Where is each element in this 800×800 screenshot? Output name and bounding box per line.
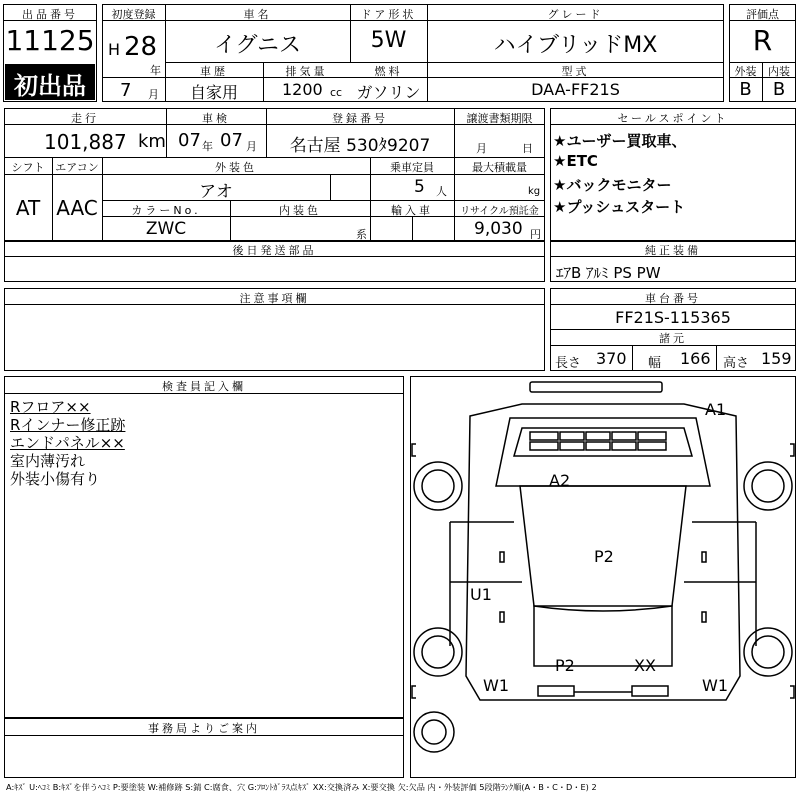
notes-label: 注意事項欄 [239, 292, 310, 305]
mark-u1: U1 [470, 585, 492, 604]
car-name-label: 車名 [243, 8, 272, 21]
import-label: 輸入車 [391, 204, 433, 217]
recycle-fee: 9,030 [474, 219, 523, 239]
inspector-label: 検査員記入欄 [162, 380, 246, 393]
shift: AT [15, 196, 41, 220]
height: 159 [761, 349, 792, 368]
fuel-label: 燃料 [374, 65, 403, 78]
mark-w1-right: W1 [702, 676, 728, 695]
score-label: 評価点 [746, 8, 779, 21]
lot-number: 11125 [5, 24, 95, 57]
mark-a2: A2 [549, 471, 571, 490]
inspector-note-5: 外装小傷有り [10, 470, 101, 488]
width-label: 幅 [648, 356, 662, 371]
capacity: 5 [414, 177, 425, 197]
mark-xx: XX [634, 656, 656, 675]
inspection-label: 車検 [202, 112, 230, 125]
first-reg-year: 28 [124, 32, 158, 62]
history: 自家用 [189, 83, 238, 102]
fuel: ガソリン [356, 83, 421, 102]
history-label: 車歴 [200, 65, 228, 78]
load-label: 最大積載量 [472, 161, 527, 174]
inspector-note-4: 室内薄汚れ [10, 452, 86, 470]
model-code-label: 型式 [561, 65, 590, 78]
aircon: AAC [56, 196, 98, 220]
mileage-label: 走行 [71, 112, 99, 125]
lot-number-label: 出品番号 [22, 8, 78, 21]
legend: A:ｷｽﾞ U:ﾍｺﾐ B:ｷｽﾞを伴うﾍｺﾐ P:要塗装 W:補修跡 S:錆 C:腐食、穴 G:ﾌﾛﾝﾄｶﾞﾗｽ点ｷｽﾞ XX:交換済み X:要交換 欠:欠品 内・外装評価 5段階ﾗﾝｸ順(A・B・C・D・E) 2 [6, 782, 597, 792]
first-reg-label: 初度登録 [111, 8, 156, 21]
recycle-label: リサイクル預託金 [460, 206, 539, 217]
displacement-unit: cc [330, 86, 343, 99]
mark-p2-center: P2 [594, 547, 614, 566]
reg-number-label: 登録番号 [332, 112, 388, 125]
load-unit: kg [528, 186, 541, 197]
chassis-number: FF21S-115365 [615, 308, 731, 327]
color-label: 外装色 [215, 161, 257, 174]
door-type-label: ドア形状 [360, 8, 417, 21]
mark-w1-left: W1 [483, 676, 509, 695]
grade-label: グレード [547, 8, 604, 21]
transfer-label: 譲渡書類期限 [466, 112, 533, 125]
mileage: 101,887 [44, 130, 127, 154]
exterior-grade: B [739, 79, 752, 100]
selling-point-1: ★ユーザー買取車、 [553, 132, 687, 150]
interior-grade: B [772, 79, 786, 100]
inspector-note-2: Rインナー修正跡 [10, 416, 126, 434]
aircon-label: エアコン [55, 161, 99, 174]
inspector-note-1: Rフロア×× [10, 398, 91, 416]
first-listing-text: 初出品 [14, 72, 86, 100]
capacity-label: 乗車定員 [390, 161, 434, 174]
car-diagram [410, 376, 796, 778]
length: 370 [596, 349, 627, 368]
selling-point-2: ★ETC [553, 152, 598, 170]
color-no: ZWC [145, 219, 187, 239]
mark-p2-rear: P2 [555, 656, 575, 675]
color-no-label: カラーNo. [131, 204, 201, 217]
later-parts-label: 後日発送部品 [232, 244, 317, 257]
recycle-unit: 円 [530, 228, 541, 241]
mileage-unit: km [138, 131, 166, 152]
selling-point-3: ★バックモニター [553, 176, 672, 194]
office-label: 事務局よりご案内 [148, 722, 260, 735]
shift-label: シフト [11, 161, 45, 174]
length-label: 長さ [555, 356, 582, 371]
capacity-unit: 人 [436, 185, 447, 198]
selling-points-label: セールスポイント [617, 112, 729, 125]
interior-color-label: 内装色 [279, 204, 321, 217]
inspection-year-unit: 年 [202, 140, 213, 153]
transfer-month: 月 [476, 142, 487, 155]
score: R [752, 24, 773, 57]
dims-label: 諸元 [659, 332, 687, 345]
reg-number: 名古屋 530ﾀ9207 [289, 136, 431, 156]
displacement: 1200 [282, 80, 323, 99]
interior-label: 内装 [768, 65, 790, 78]
grade: ハイブリッドMX [493, 33, 658, 58]
genuine-equipment: ｴｱB ｱﾙﾐ PS PW [556, 264, 661, 282]
chassis-label: 車台番号 [645, 292, 701, 305]
inspector-note-3: エンドパネル×× [10, 434, 125, 452]
first-reg-month: 7 [120, 80, 132, 101]
door-type: 5W [370, 28, 407, 53]
selling-point-4: ★プッシュスタート [553, 198, 686, 216]
inspection-year: 07 [178, 130, 201, 151]
inspection-month-unit: 月 [246, 140, 257, 153]
mark-a1: A1 [705, 400, 727, 419]
body-color: アオ [199, 182, 233, 202]
width: 166 [680, 349, 711, 368]
first-reg-month-unit: 月 [148, 88, 159, 101]
detail-box [4, 108, 545, 242]
model-code: DAA-FF21S [531, 80, 620, 99]
car-name: イグニス [213, 33, 302, 58]
exterior-label: 外装 [734, 65, 757, 78]
first-reg-era: H [108, 40, 121, 59]
genuine-label: 純正装備 [645, 244, 701, 257]
inspection-month: 07 [220, 130, 243, 151]
height-label: 高さ [723, 356, 750, 371]
displacement-label: 排気量 [285, 65, 328, 78]
first-reg-year-unit: 年 [150, 64, 161, 77]
transfer-day: 日 [522, 142, 533, 155]
interior-color-suffix: 系 [356, 228, 367, 241]
